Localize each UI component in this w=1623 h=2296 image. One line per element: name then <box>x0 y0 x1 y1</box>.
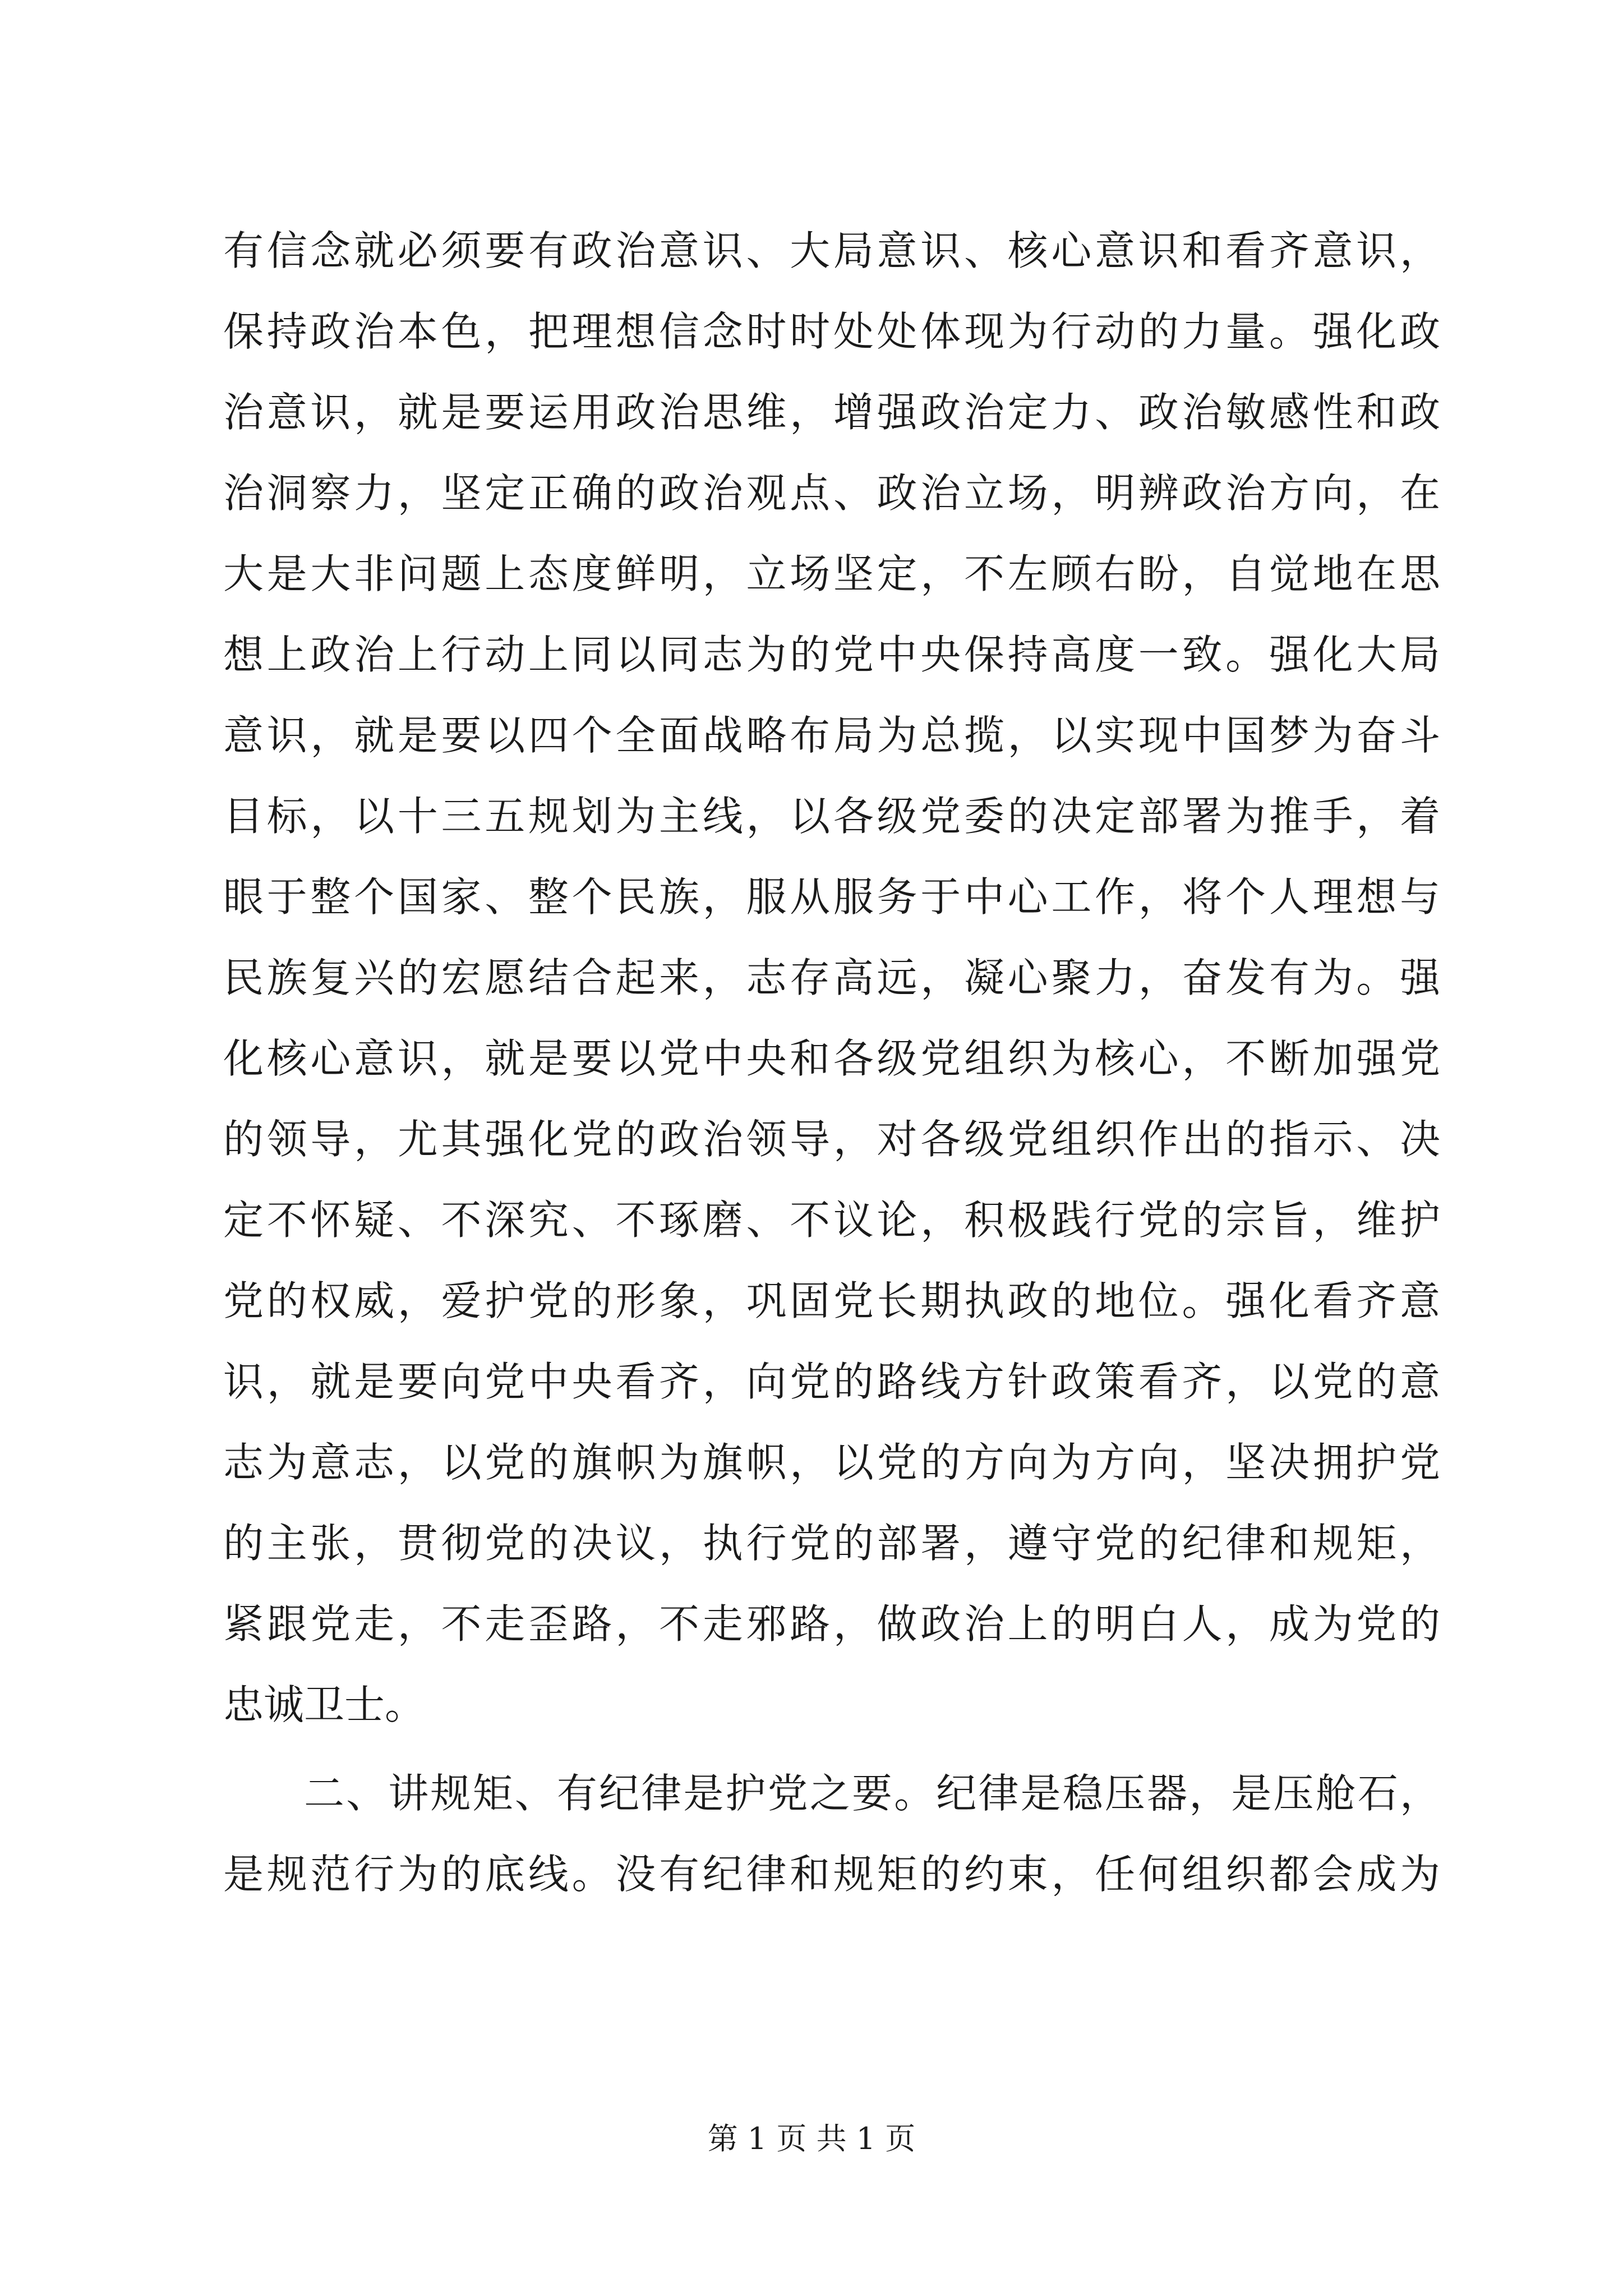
body-line: 保持政治本色，把理想信念时时处处体现为行动的力量。强化政 <box>223 308 1440 355</box>
body-line: 目标，以十三五规划为主线，以各级党委的决定部署为推手，着 <box>223 793 1440 840</box>
body-line: 忠诚卫士。 <box>223 1681 426 1728</box>
body-line: 的主张，贯彻党的决议，执行党的部署，遵守党的纪律和规矩， <box>223 1520 1440 1567</box>
body-line: 二、讲规矩、有纪律是护党之要。纪律是稳压器，是压舱石， <box>304 1770 1440 1817</box>
document-body <box>223 210 1440 1915</box>
body-line: 的领导，尤其强化党的政治领导，对各级党组织作出的指示、决 <box>223 1116 1440 1163</box>
body-line: 治洞察力，坚定正确的政治观点、政治立场，明辨政治方向，在 <box>223 470 1440 517</box>
body-line: 眼于整个国家、整个民族，服从服务于中心工作，将个人理想与 <box>223 873 1440 921</box>
body-line: 想上政治上行动上同以同志为的党中央保持高度一致。强化大局 <box>223 631 1440 678</box>
body-line: 定不怀疑、不深究、不琢磨、不议论，积极践行党的宗旨，维护 <box>223 1197 1440 1244</box>
page-footer: 第 1 页 共 1 页 <box>707 2121 916 2156</box>
body-line: 党的权威，爱护党的形象，巩固党长期执政的地位。强化看齐意 <box>223 1277 1440 1324</box>
body-line: 紧跟党走，不走歪路，不走邪路，做政治上的明白人，成为党的 <box>223 1600 1440 1648</box>
body-line: 民族复兴的宏愿结合起来，志存高远，凝心聚力，奋发有为。强 <box>223 954 1440 1001</box>
paragraph-gap <box>223 1745 1440 1753</box>
body-line: 识，就是要向党中央看齐，向党的路线方针政策看齐，以党的意 <box>223 1358 1440 1405</box>
body-line: 大是大非问题上态度鲜明，立场坚定，不左顾右盼，自觉地在思 <box>223 550 1440 597</box>
body-line: 化核心意识，就是要以党中央和各级党组织为核心，不断加强党 <box>223 1035 1440 1082</box>
body-line: 是规范行为的底线。没有纪律和规矩的约束，任何组织都会成为 <box>223 1851 1440 1898</box>
body-line: 意识，就是要以四个全面战略布局为总揽，以实现中国梦为奋斗 <box>223 712 1440 759</box>
body-line: 志为意志，以党的旗帜为旗帜，以党的方向为方向，坚决拥护党 <box>223 1439 1440 1486</box>
body-line: 治意识，就是要运用政治思维，增强政治定力、政治敏感性和政 <box>223 389 1440 436</box>
body-line: 有信念就必须要有政治意识、大局意识、核心意识和看齐意识， <box>223 227 1440 274</box>
